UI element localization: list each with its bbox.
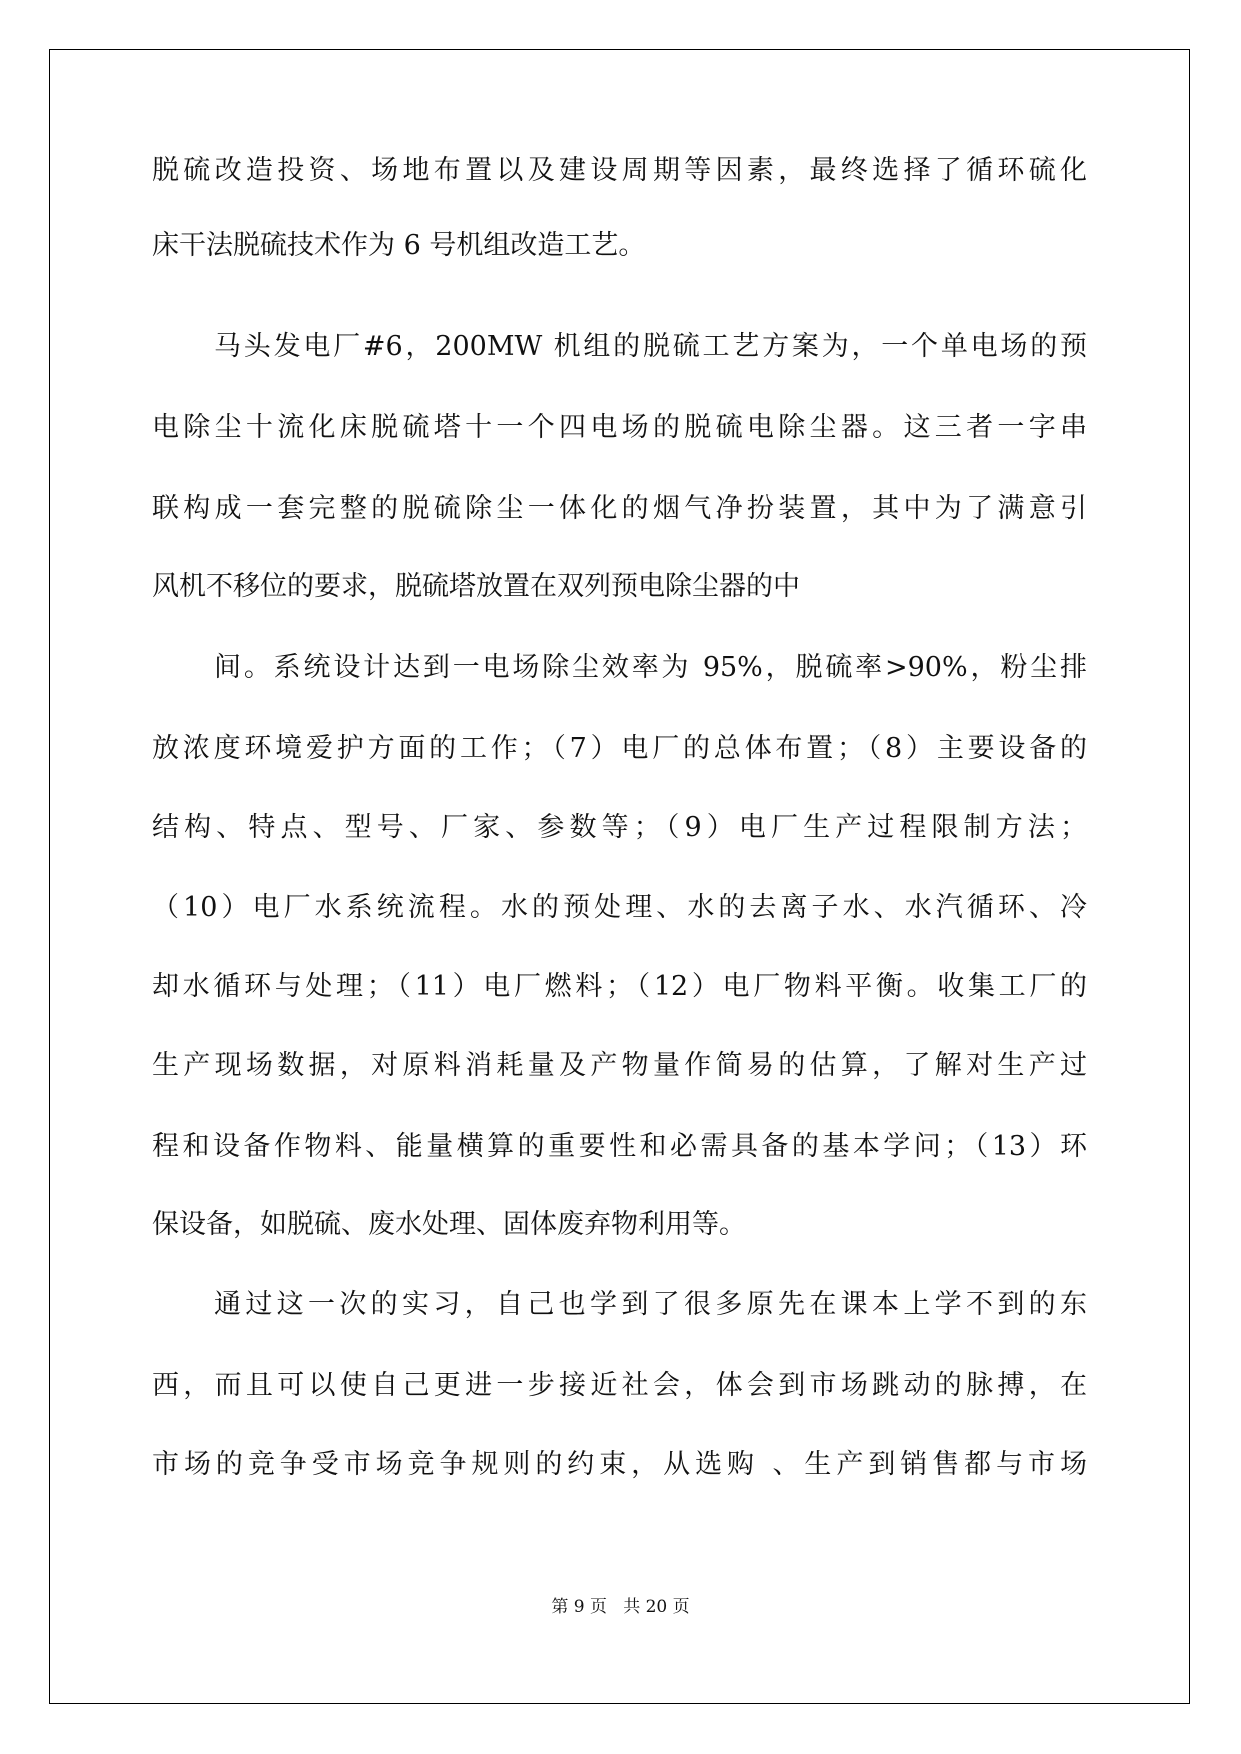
text-line: 间。系统设计达到一电场除尘效率为 95%，脱硫率>90%，粉尘排 — [214, 652, 1087, 683]
text-line: 程和设备作物料、能量横算的重要性和必需具备的基本学问；（13）环 — [152, 1131, 1087, 1162]
text-line: 保设备，如脱硫、废水处理、固体废弃物利用等。 — [152, 1209, 746, 1240]
text-line: 联构成一套完整的脱硫除尘一体化的烟气净扮装置，其中为了满意引 — [152, 493, 1087, 524]
text-line: 电除尘十流化床脱硫塔十一个四电场的脱硫电除尘器。这三者一字串 — [152, 412, 1087, 443]
text-line: 通过这一次的实习，自己也学到了很多原先在课本上学不到的东 — [214, 1289, 1087, 1320]
text-line: 结构、特点、型号、厂家、参数等；（9）电厂生产过程限制方法； — [152, 812, 1087, 843]
text-line: 床干法脱硫技术作为 6 号机组改造工艺。 — [152, 230, 646, 261]
page-footer — [0, 1595, 1241, 1619]
page-number: 第 9 页 — [551, 1597, 607, 1617]
text-line: 西，而且可以使自己更进一步接近社会，体会到市场跳动的脉搏，在 — [152, 1370, 1087, 1401]
text-line: 放浓度环境爱护方面的工作；（7）电厂的总体布置；（8）主要设备的 — [152, 733, 1087, 764]
text-line: 却水循环与处理；（11）电厂燃料；（12）电厂物料平衡。收集工厂的 — [152, 971, 1087, 1002]
text-line: （10）电厂水系统流程。水的预处理、水的去离子水、水汽循环、冷 — [152, 892, 1087, 923]
text-line: 马头发电厂#6，200MW 机组的脱硫工艺方案为，一个单电场的预 — [214, 331, 1087, 362]
page-total: 共 20 页 — [623, 1597, 690, 1617]
text-line: 脱硫改造投资、场地布置以及建设周期等因素，最终选择了循环硫化 — [152, 155, 1087, 186]
text-line: 风机不移位的要求，脱硫塔放置在双列预电除尘器的中 — [152, 571, 800, 602]
text-line: 生产现场数据，对原料消耗量及产物量作简易的估算，了解对生产过 — [152, 1050, 1087, 1081]
text-line: 市场的竞争受市场竞争规则的约束，从选购 、生产到销售都与市场 — [152, 1449, 1087, 1480]
